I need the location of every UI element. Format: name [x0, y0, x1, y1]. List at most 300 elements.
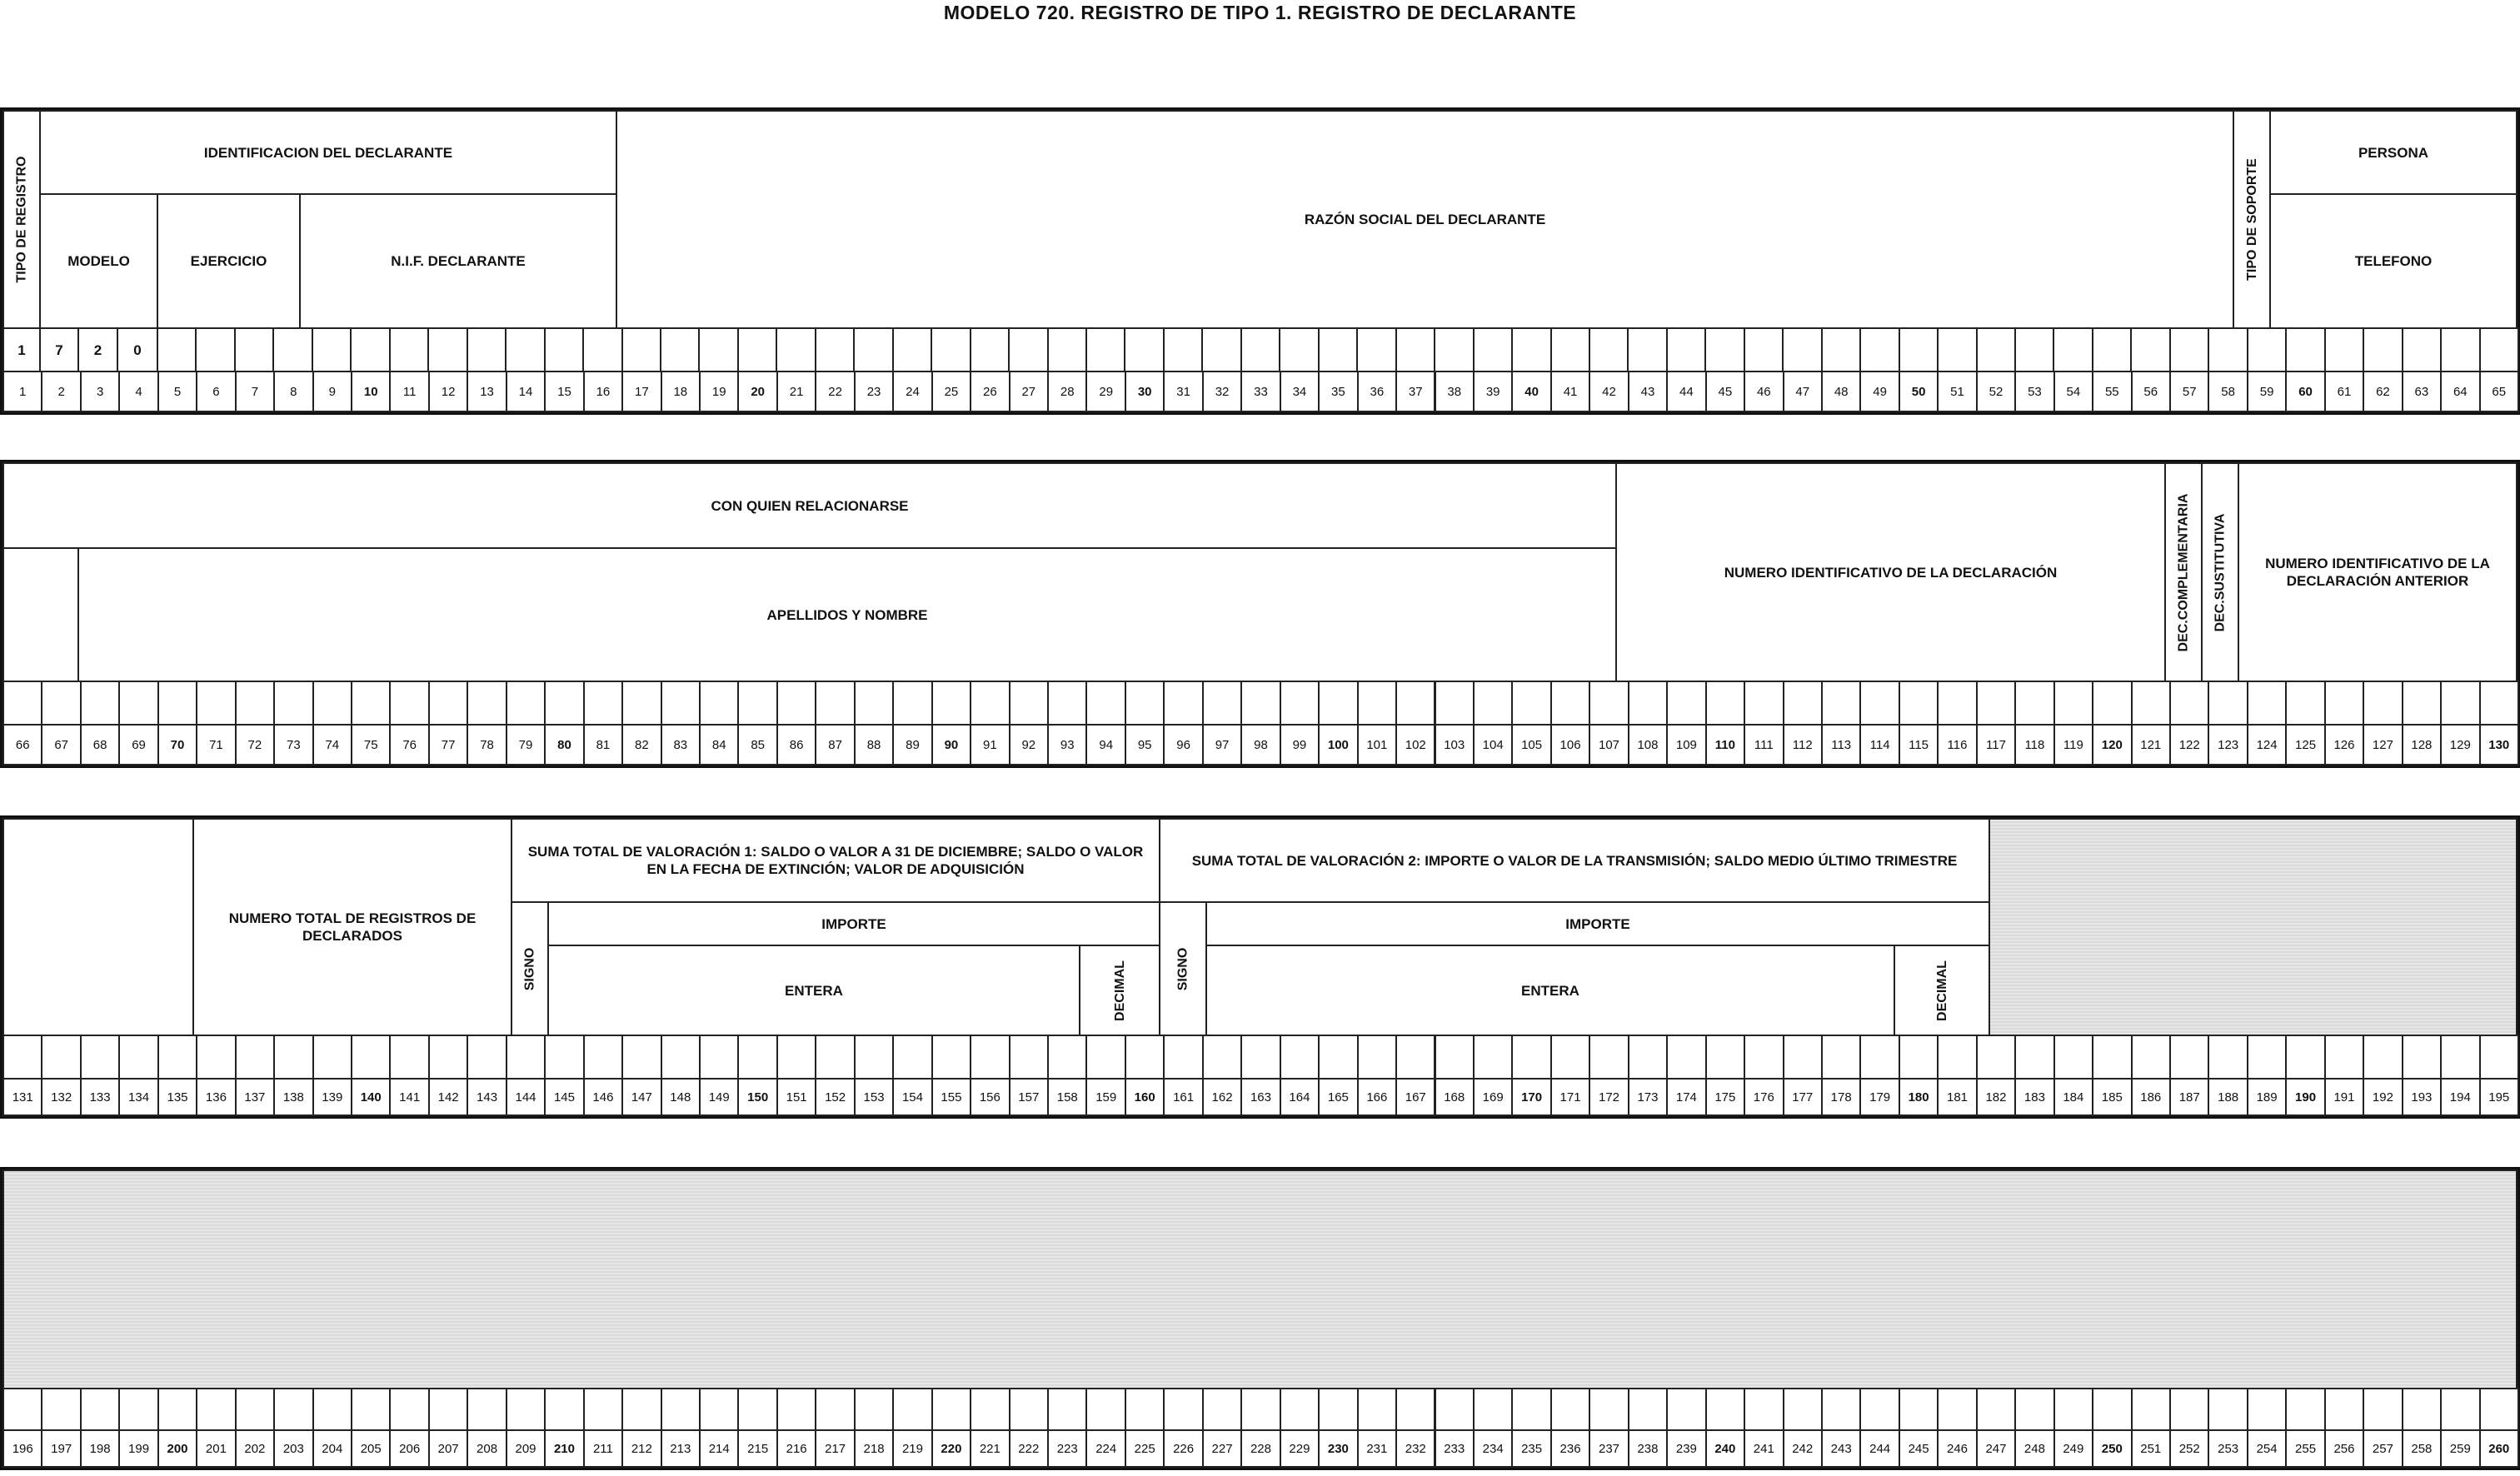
position-number: 89 [892, 724, 932, 765]
position-number: 186 [2131, 1078, 2171, 1116]
position-number: 43 [1628, 371, 1668, 412]
value-cell [1511, 1035, 1551, 1080]
value-cell [467, 327, 506, 372]
value-cell [80, 1388, 120, 1431]
position-number: 94 [1085, 724, 1125, 765]
value-cell [1009, 1388, 1049, 1431]
value-cell [1240, 681, 1280, 726]
position-number: 17 [621, 371, 661, 412]
value-cell [1240, 1035, 1280, 1080]
value-cell [80, 681, 120, 726]
position-number: 110 [1705, 724, 1745, 765]
value-cell [2440, 1035, 2480, 1080]
position-number: 82 [621, 724, 661, 765]
value-cell [970, 681, 1010, 726]
position-number: 91 [970, 724, 1010, 765]
position-number: 21 [776, 371, 816, 412]
value-cell [312, 327, 352, 372]
value-cell [1124, 327, 1164, 372]
position-number: 8 [273, 371, 313, 412]
value-cell [157, 327, 197, 372]
position-number: 135 [157, 1078, 197, 1116]
position-number: 217 [815, 1429, 855, 1468]
value-cell [41, 1035, 81, 1080]
position-number: 255 [2285, 1429, 2325, 1468]
position-number: 139 [312, 1078, 352, 1116]
value-cell [235, 681, 275, 726]
position-number: 142 [428, 1078, 468, 1116]
position-number: 26 [970, 371, 1010, 412]
position-number: 253 [2208, 1429, 2248, 1468]
position-number: 133 [80, 1078, 120, 1116]
signo-header: SIGNO [511, 901, 549, 1036]
value-cell [1318, 681, 1358, 726]
value-cell [506, 1388, 546, 1431]
position-number: 220 [931, 1429, 971, 1468]
position-number: 113 [1821, 724, 1861, 765]
position-number: 128 [2402, 724, 2442, 765]
position-number: 40 [1511, 371, 1551, 412]
position-number: 226 [1163, 1429, 1203, 1468]
position-number: 35 [1318, 371, 1358, 412]
value-cell [892, 1388, 932, 1431]
value-cell [467, 1035, 506, 1080]
position-number: 11 [389, 371, 429, 412]
value-cell [1125, 1035, 1165, 1080]
position-number: 209 [506, 1429, 546, 1468]
position-number: 15 [544, 371, 584, 412]
value-cell [1357, 1035, 1397, 1080]
position-number: 116 [1937, 724, 1977, 765]
position-number: 198 [80, 1429, 120, 1468]
value-cell [196, 681, 236, 726]
value-cell [272, 327, 312, 372]
value-cell [2014, 327, 2054, 372]
position-number: 64 [2440, 371, 2480, 412]
value-cell [1627, 327, 1667, 372]
position-number: 33 [1240, 371, 1280, 412]
position-number: 201 [196, 1429, 236, 1468]
value-cell [2402, 1035, 2442, 1080]
value-cell [583, 1388, 623, 1431]
value-cell [1473, 1388, 1513, 1431]
position-number: 169 [1473, 1078, 1513, 1116]
position-number: 148 [661, 1078, 701, 1116]
value-cell [1899, 1388, 1939, 1431]
value-cell [2208, 681, 2248, 726]
value-cell [351, 681, 391, 726]
position-number: 260 [2479, 1429, 2519, 1468]
position-number: 56 [2131, 371, 2171, 412]
block-2 [0, 460, 2520, 768]
value-cell [467, 1388, 506, 1431]
value-cell [157, 1035, 197, 1080]
value-cell [389, 681, 429, 726]
modelo-header: MODELO [39, 193, 158, 329]
value-cell [1821, 681, 1861, 726]
position-number: 13 [467, 371, 506, 412]
value-cell [506, 681, 546, 726]
value-cell [2479, 681, 2519, 726]
value-cell [273, 1388, 313, 1431]
value-cell [273, 1035, 313, 1080]
position-number: 18 [661, 371, 701, 412]
position-number: 127 [2363, 724, 2403, 765]
value-cell [2092, 327, 2132, 372]
position-number: 159 [1085, 1078, 1125, 1116]
position-number: 248 [2014, 1429, 2054, 1468]
value-cell [2208, 1035, 2248, 1080]
value-cell [1937, 327, 1977, 372]
value-cell [661, 681, 701, 726]
value-row [2, 1035, 2518, 1080]
position-number: 211 [583, 1429, 623, 1468]
position-number: 1 [2, 371, 42, 412]
signo-header: SIGNO [1159, 901, 1207, 1036]
position-number: 189 [2247, 1078, 2287, 1116]
value-cell [2053, 1035, 2093, 1080]
position-number: 200 [157, 1429, 197, 1468]
value-cell [1201, 327, 1241, 372]
value-cell [2324, 327, 2364, 372]
value-cell [2363, 1388, 2403, 1431]
value-cell [1202, 1388, 1242, 1431]
position-number: 45 [1705, 371, 1745, 412]
value-cell [1859, 1388, 1899, 1431]
value-cell [815, 1035, 855, 1080]
position-number: 93 [1047, 724, 1087, 765]
position-number: 87 [815, 724, 855, 765]
position-number: 103 [1435, 724, 1475, 765]
num-ident-decl-header: NUMERO IDENTIFICATIVO DE LA DECLARACIÓN [1615, 462, 2166, 682]
value-cell [389, 1388, 429, 1431]
value-cell [1280, 1035, 1320, 1080]
position-number: 195 [2479, 1078, 2519, 1116]
position-number: 165 [1318, 1078, 1358, 1116]
value-cell [1434, 327, 1474, 372]
position-number: 61 [2324, 371, 2364, 412]
position-number: 80 [544, 724, 584, 765]
position-number: 76 [389, 724, 429, 765]
position-number: 171 [1550, 1078, 1590, 1116]
value-cell [1859, 1035, 1899, 1080]
position-number: 5 [157, 371, 197, 412]
position-number: 153 [854, 1078, 894, 1116]
value-cell [1125, 1388, 1165, 1431]
value-cell [699, 1035, 739, 1080]
position-number: 83 [661, 724, 701, 765]
value-row [157, 327, 2518, 372]
value-cell [1280, 1388, 1320, 1431]
value-cell [351, 1035, 391, 1080]
position-number: 107 [1589, 724, 1629, 765]
value-cell [1357, 681, 1397, 726]
value-cell [1395, 327, 1435, 372]
block-3 [0, 815, 2520, 1119]
position-number: 59 [2247, 371, 2287, 412]
value-cell [2285, 1035, 2325, 1080]
position-number: 3 [80, 371, 120, 412]
position-number: 31 [1163, 371, 1203, 412]
position-number: 174 [1666, 1078, 1706, 1116]
value-cell [1666, 1388, 1706, 1431]
value-cell [505, 327, 545, 372]
position-number: 175 [1705, 1078, 1745, 1116]
value-cell [660, 327, 700, 372]
value-cell [2402, 681, 2442, 726]
value-cell [583, 681, 623, 726]
value-cell [41, 681, 81, 726]
value-cell [1280, 681, 1320, 726]
position-number: 36 [1357, 371, 1397, 412]
position-number: 2 [41, 371, 81, 412]
value-cell [582, 327, 622, 372]
value-cell [2324, 1035, 2364, 1080]
value-cell [2247, 1388, 2287, 1431]
telefono-header: TELEFONO [2269, 193, 2518, 329]
position-number: 259 [2440, 1429, 2480, 1468]
position-number: 164 [1280, 1078, 1320, 1116]
value-cell [853, 327, 893, 372]
position-number: 221 [970, 1429, 1010, 1468]
position-number: 225 [1125, 1429, 1165, 1468]
position-number: 177 [1783, 1078, 1823, 1116]
value-cell [2285, 1388, 2325, 1431]
position-number: 210 [544, 1429, 584, 1468]
value-cell [2053, 1388, 2093, 1431]
value-cell [196, 1035, 236, 1080]
value-cell [2169, 1035, 2209, 1080]
value-cell [1744, 681, 1784, 726]
value-cell [2363, 1035, 2403, 1080]
value-cell [1202, 681, 1242, 726]
fixed-value-cell: 2 [77, 327, 118, 372]
position-number: 125 [2285, 724, 2325, 765]
value-cell [1163, 681, 1203, 726]
position-number: 86 [776, 724, 816, 765]
value-cell [1356, 327, 1396, 372]
ejercicio-header: EJERCICIO [157, 193, 301, 329]
position-number: 190 [2285, 1078, 2325, 1116]
position-number: 219 [892, 1429, 932, 1468]
position-number: 58 [2208, 371, 2248, 412]
value-cell [1666, 1035, 1706, 1080]
position-number: 95 [1125, 724, 1165, 765]
value-cell [1395, 681, 1435, 726]
fixed-value-cell: 1 [2, 327, 41, 372]
position-number: 117 [1976, 724, 2016, 765]
position-number: 131 [2, 1078, 42, 1116]
position-number: 238 [1628, 1429, 1668, 1468]
value-cell [1705, 1035, 1745, 1080]
position-number: 68 [80, 724, 120, 765]
value-cell [118, 681, 158, 726]
position-number: 205 [351, 1429, 391, 1468]
value-cell [1783, 1035, 1823, 1080]
position-number: 98 [1240, 724, 1280, 765]
position-number: 156 [970, 1078, 1010, 1116]
position-number: 105 [1511, 724, 1551, 765]
value-cell [506, 1035, 546, 1080]
value-cell [737, 1388, 777, 1431]
value-cell [1125, 681, 1165, 726]
value-cell [1976, 327, 2016, 372]
position-number: 236 [1550, 1429, 1590, 1468]
position-number: 167 [1395, 1078, 1435, 1116]
value-cell [2247, 1035, 2287, 1080]
value-cell [2053, 327, 2093, 372]
position-number: 204 [312, 1429, 352, 1468]
position-number: 34 [1280, 371, 1320, 412]
value-cell [1783, 1388, 1823, 1431]
position-number: 170 [1511, 1078, 1551, 1116]
value-cell [1550, 327, 1590, 372]
value-cell [1782, 327, 1822, 372]
position-number: 158 [1047, 1078, 1087, 1116]
value-cell [2285, 327, 2325, 372]
value-cell [1976, 681, 2016, 726]
position-number: 252 [2169, 1429, 2209, 1468]
position-number: 251 [2131, 1429, 2171, 1468]
position-row [2, 1078, 2518, 1116]
position-number: 242 [1783, 1429, 1823, 1468]
position-number: 178 [1821, 1078, 1861, 1116]
position-number: 228 [1240, 1429, 1280, 1468]
value-cell [467, 681, 506, 726]
position-number: 240 [1705, 1429, 1745, 1468]
position-row [2, 1429, 2518, 1468]
position-number: 97 [1202, 724, 1242, 765]
position-number: 100 [1318, 724, 1358, 765]
value-cell [699, 1388, 739, 1431]
value-cell [815, 1388, 855, 1431]
value-cell [621, 681, 661, 726]
value-cell [737, 1035, 777, 1080]
position-number: 30 [1125, 371, 1165, 412]
position-number: 67 [41, 724, 81, 765]
position-number: 138 [273, 1078, 313, 1116]
position-number: 65 [2479, 371, 2519, 412]
value-cell [2092, 1388, 2132, 1431]
value-cell [2131, 1388, 2171, 1431]
position-number: 173 [1628, 1078, 1668, 1116]
value-cell [1550, 1388, 1590, 1431]
value-cell [1859, 327, 1899, 372]
value-cell [2402, 1388, 2442, 1431]
persona-header: PERSONA [2269, 110, 2518, 195]
con-quien-header: CON QUIEN RELACIONARSE [2, 462, 1617, 549]
value-cell [1937, 681, 1977, 726]
value-cell [1318, 327, 1358, 372]
value-cell [2, 1388, 42, 1431]
value-cell [737, 327, 777, 372]
position-number: 202 [235, 1429, 275, 1468]
position-number: 146 [583, 1078, 623, 1116]
value-cell [1937, 1035, 1977, 1080]
shaded-reserved-area [2, 1169, 2518, 1389]
value-cell [2208, 327, 2248, 372]
value-cell [1899, 327, 1939, 372]
position-number: 187 [2169, 1078, 2209, 1116]
fixed-value-cell: 7 [39, 327, 79, 372]
suma-total-1-header: SUMA TOTAL DE VALORACIÓN 1: SALDO O VALOR A 31 DE DICIEMBRE; SALDO O VALOR EN LA FECHA DE EXTINCIÓN; VALOR DE ADQUISICIÓN [511, 818, 1160, 903]
position-number: 39 [1473, 371, 1513, 412]
position-number: 20 [737, 371, 777, 412]
dec-sustitutiva-header: DEC.SUSTITUTIVA [2201, 462, 2239, 682]
con-quien-blank-cell [2, 547, 79, 682]
position-number: 6 [196, 371, 236, 412]
position-number: 115 [1899, 724, 1939, 765]
value-cell [1821, 1388, 1861, 1431]
position-number: 206 [389, 1429, 429, 1468]
value-cell [621, 1388, 661, 1431]
value-cell [970, 1035, 1010, 1080]
dec-complementaria-header: DEC.COMPLEMENTARIA [2164, 462, 2203, 682]
value-cell [2014, 681, 2054, 726]
position-number: 241 [1744, 1429, 1784, 1468]
position-number: 246 [1937, 1429, 1977, 1468]
value-cell [2440, 681, 2480, 726]
position-number: 57 [2169, 371, 2209, 412]
value-cell [1821, 1035, 1861, 1080]
value-cell [1744, 1035, 1784, 1080]
value-cell [699, 681, 739, 726]
position-number: 42 [1589, 371, 1629, 412]
value-cell [1240, 1388, 1280, 1431]
value-cell [118, 1035, 158, 1080]
position-number: 122 [2169, 724, 2209, 765]
position-number: 230 [1318, 1429, 1358, 1468]
position-number: 55 [2092, 371, 2132, 412]
position-number: 54 [2053, 371, 2093, 412]
value-cell [273, 681, 313, 726]
value-cell [1047, 1388, 1087, 1431]
value-cell [1628, 681, 1668, 726]
value-cell [312, 1035, 352, 1080]
position-number: 154 [892, 1078, 932, 1116]
position-number: 47 [1783, 371, 1823, 412]
value-cell [1783, 681, 1823, 726]
position-number: 19 [699, 371, 739, 412]
position-number: 203 [273, 1429, 313, 1468]
position-number: 145 [544, 1078, 584, 1116]
entera-header: ENTERA [1205, 945, 1895, 1036]
position-number: 70 [157, 724, 197, 765]
value-cell [2285, 681, 2325, 726]
value-cell [2014, 1035, 2054, 1080]
value-cell [621, 1035, 661, 1080]
position-row [2, 371, 2518, 412]
position-number: 157 [1009, 1078, 1049, 1116]
value-cell [544, 1035, 584, 1080]
position-number: 120 [2092, 724, 2132, 765]
position-number: 101 [1357, 724, 1397, 765]
position-number: 235 [1511, 1429, 1551, 1468]
value-cell [1976, 1388, 2016, 1431]
position-number: 62 [2363, 371, 2403, 412]
value-cell [2, 1035, 42, 1080]
position-number: 63 [2402, 371, 2442, 412]
position-number: 118 [2014, 724, 2054, 765]
position-number: 247 [1976, 1429, 2016, 1468]
value-cell [1163, 1388, 1203, 1431]
position-number: 192 [2363, 1078, 2403, 1116]
position-number: 161 [1163, 1078, 1203, 1116]
value-cell [583, 1035, 623, 1080]
position-number: 7 [235, 371, 275, 412]
value-cell [1473, 681, 1513, 726]
value-cell [1511, 1388, 1551, 1431]
